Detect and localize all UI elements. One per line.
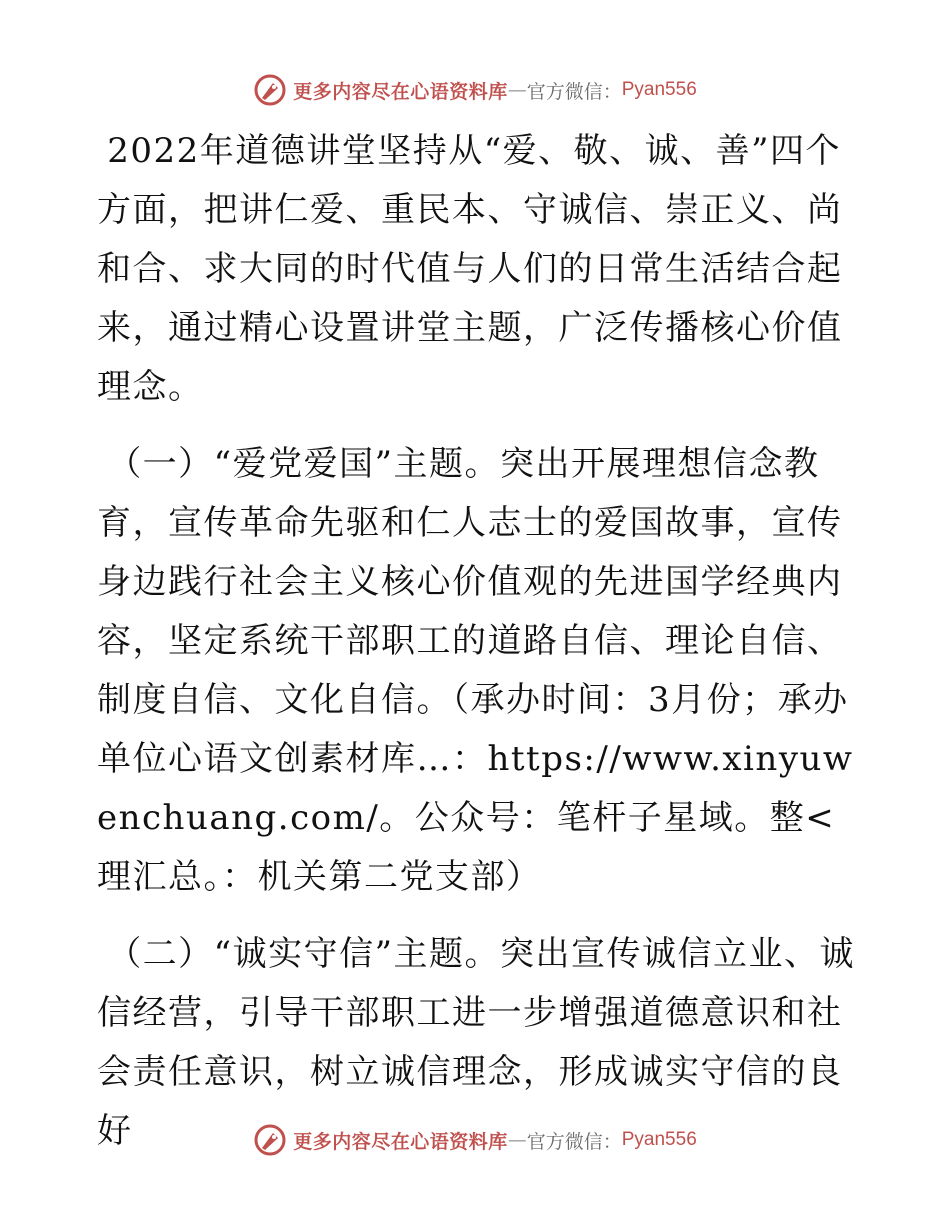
paragraph-section-two: （二）“诚实守信”主题。突出宣传诚信立业、诚信经营，引导干部职工进一步增强道德意识和社会责任意识，树立诚信理念，形成诚实守信的良好	[97, 934, 855, 1151]
watermark-wechat-label: 官方微信：	[526, 1130, 622, 1153]
pen-nib-logo-icon	[253, 1123, 287, 1157]
paragraph-section-one: （一）“爱党爱国”主题。突出开展理想信念教育，宣传革命先驱和仁人志士的爱国故事，宣传身边践行社会主义核心价值观的先进国学经典内容，坚定系统干部职工的道路自信、理论自信、制度自信、文化自信。（承办时间：3月份；承办单位心语文创素材库…：https://www.xinyuwenchuang.com/。公众号：笔杆子星域。整<理汇总。：机关第二党支部）	[97, 444, 854, 897]
watermark-text: 更多内容尽在心语资料库	[293, 80, 508, 103]
paragraph-intro: 2022年道德讲堂坚持从“爱、敬、诚、善”四个方面，把讲仁爱、重民本、守诚信、崇正义、尚和合、求大同的时代值与人们的日常生活结合起来，通过精心设置讲堂主题，广泛传播核心价值理念。	[97, 131, 843, 407]
watermark-wechat-label: 官方微信：	[526, 80, 622, 103]
watermark-dash: —	[507, 1129, 527, 1151]
footer-watermark	[0, 1120, 950, 1160]
watermark-dash: —	[507, 79, 527, 101]
header-watermark	[0, 70, 950, 110]
document-body	[97, 122, 857, 1161]
watermark-text: 更多内容尽在心语资料库	[293, 1130, 508, 1153]
watermark-wechat-id: Pyan556	[621, 1129, 697, 1150]
watermark-wechat-id: Pyan556	[621, 79, 697, 100]
pen-nib-logo-icon	[253, 73, 287, 107]
